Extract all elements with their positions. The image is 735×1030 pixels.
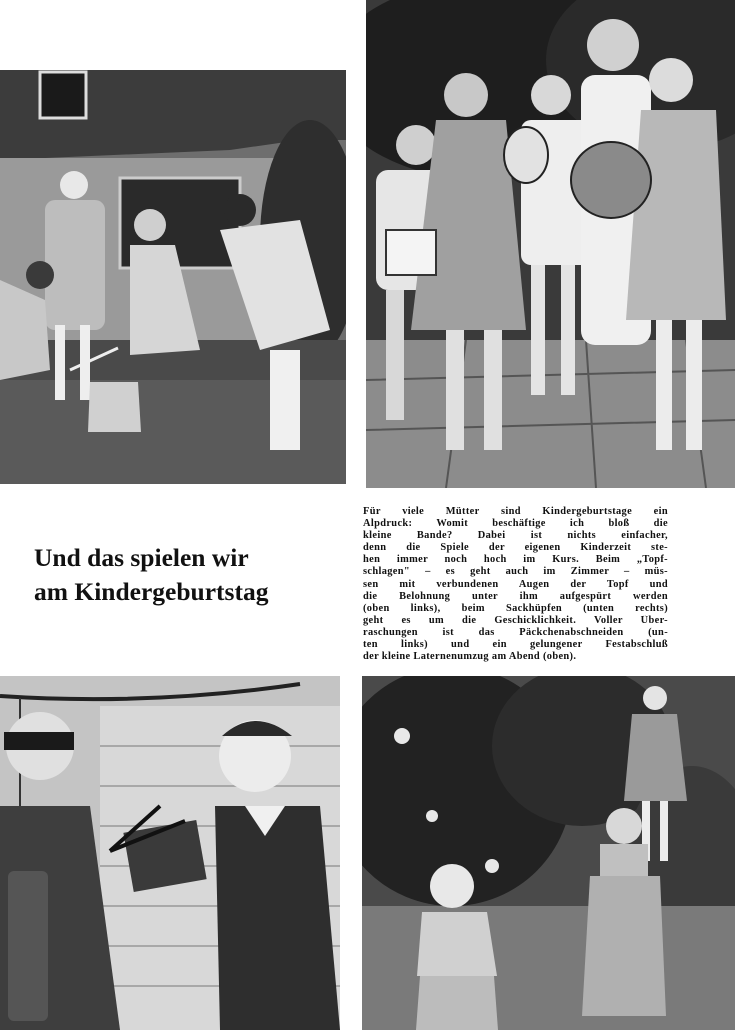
caption-line: geht es um die Geschicklichkeit. Voller Über-: [363, 614, 668, 626]
caption-line: hen immer noch hoch im Kurs. Beim „Topf-: [363, 554, 668, 566]
photo-laternenumzug-image: [366, 0, 735, 488]
caption-line: die Belohnung unter ihm aufgespürt werden: [363, 590, 668, 602]
photo-topfschlagen: [0, 70, 346, 484]
photo-sackhuepfen: [362, 676, 735, 1030]
caption-line: denn die Spiele der eigenen Kinderzeit ste-: [363, 542, 668, 554]
caption-line: (oben links), beim Sackhüpfen (unten rechts): [363, 602, 668, 614]
headline-line-1: Und das spielen wir: [34, 543, 249, 572]
article-headline: [34, 541, 344, 609]
caption-line: Für viele Mütter sind Kindergeburtstage ein: [363, 506, 668, 517]
caption-line: raschungen ist das Päckchenabschneiden (un-: [363, 626, 668, 638]
photo-paeckchenabschneiden-image: [0, 676, 340, 1030]
photo-paeckchenabschneiden: [0, 676, 340, 1030]
photo-laternenumzug: [366, 0, 735, 488]
headline-line-2: am Kindergeburtstag: [34, 577, 269, 606]
article-caption: [363, 506, 668, 663]
photo-topfschlagen-image: [0, 70, 346, 484]
caption-line: der kleine Laternenumzug am Abend (oben).: [363, 651, 577, 663]
caption-line: kleine Bande? Dabei ist nichts einfacher,: [363, 530, 668, 542]
caption-line: ten links) und ein gelungener Festabschluß: [363, 639, 668, 651]
caption-line: Alpdruck: Womit beschäftige ich bloß die: [363, 518, 668, 530]
caption-line: schlagen" – es geht auch im Zimmer – müs-: [363, 566, 668, 578]
photo-sackhuepfen-image: [362, 676, 735, 1030]
caption-line: sen mit verbundenen Augen der Topf und: [363, 578, 668, 590]
